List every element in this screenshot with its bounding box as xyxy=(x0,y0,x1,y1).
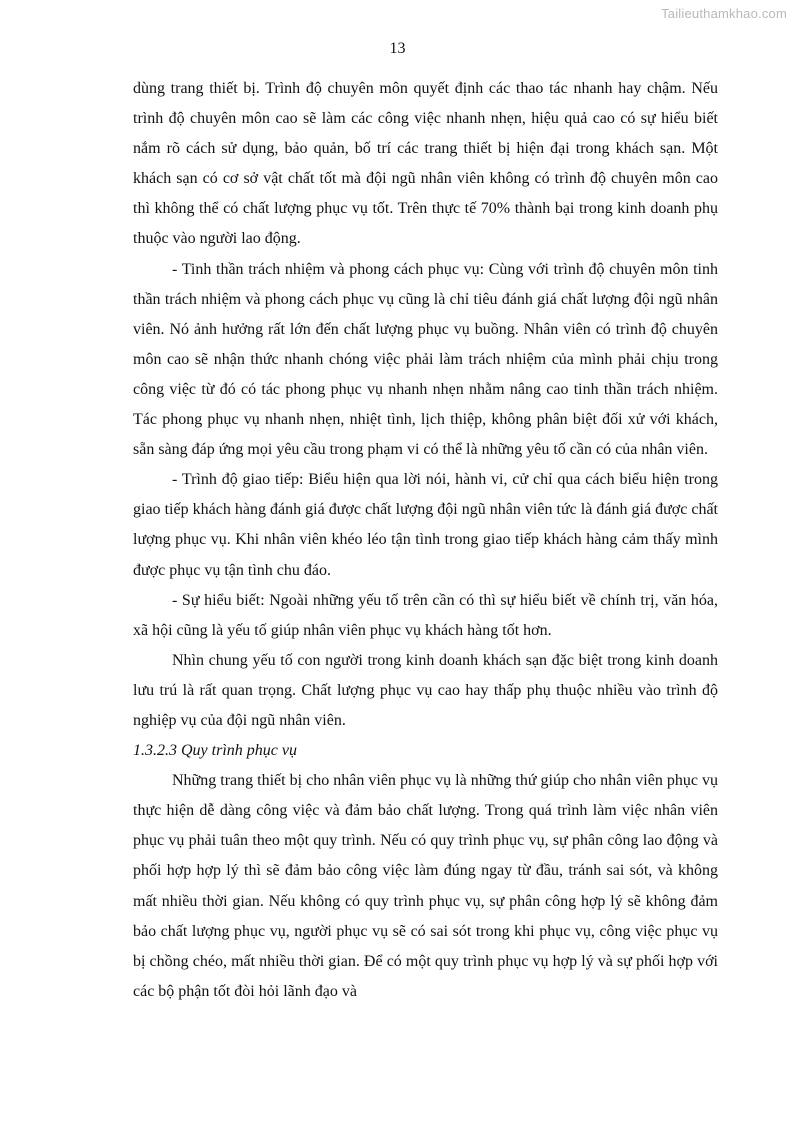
section-heading: 1.3.2.3 Quy trình phục vụ xyxy=(133,742,297,760)
paragraph-service-process: Những trang thiết bị cho nhân viên phục vụ là những thứ giúp cho nhân viên phục vụ thực hiện dễ dàng công việc và đảm bảo chất lượng. Trong quá trình làm việc nhân viên phục vụ phải tuân theo một quy trình. Nếu có quy trình phục vụ, sự phân công lao động và phối hợp hợp lý thì sẽ đảm bảo công việc làm đúng ngay từ đầu, tránh sai sót, và không mất nhiều thời gian. Nếu không có quy trình phục vụ, sự phân công hợp lý sẽ không đảm bảo chất lượng phục vụ, người phục vụ sẽ có sai sót trong khi phục vụ, công việc phục vụ bị chồng chéo, mất nhiều thời gian. Để có một quy trình phục vụ hợp lý và sự phối hợp với các bộ phận tốt đòi hỏi lãnh đạo và xyxy=(133,772,718,1000)
paragraph-communication: - Trình độ giao tiếp: Biểu hiện qua lời nói, hành vi, cử chỉ qua cách biểu hiện trong giao tiếp khách hàng đánh giá được chất lượng đội ngũ nhân viên tức là đánh giá được chất lượng phục vụ. Khi nhân viên khéo léo tận tình trong giao tiếp khách hàng cảm thấy mình được phục vụ tận tình chu đáo. xyxy=(133,471,718,579)
paragraph-knowledge: - Sự hiểu biết: Ngoài những yếu tố trên cần có thì sự hiểu biết về chính trị, văn hóa, xã hội cũng là yếu tố giúp nhân viên phục vụ khách hàng tốt hơn. xyxy=(133,591,718,639)
page-body xyxy=(133,74,718,1007)
page-number: 13 xyxy=(389,40,406,57)
watermark: Tailieuthamkhao.com xyxy=(661,6,787,21)
paragraph-responsibility: - Tinh thần trách nhiệm và phong cách phục vụ: Cùng với trình độ chuyên môn tinh thần trách nhiệm và phong cách phục vụ cũng là chỉ tiêu đánh giá chất lượng đội ngũ nhân viên. Nó ảnh hưởng rất lớn đến chất lượng phục vụ buồng. Nhân viên có trình độ chuyên môn cao sẽ nhận thức nhanh chóng việc phải làm trách nhiệm của mình phải chịu trong công việc từ đó có tác phong phục vụ nhanh nhẹn nhằm nâng cao tinh thần trách nhiệm. Tác phong phục vụ nhanh nhẹn, nhiệt tình, lịch thiệp, không phân biệt đối xử với khách, sẵn sàng đáp ứng mọi yêu cầu trong phạm vi có thể là những yêu tố cần có của nhân viên. xyxy=(133,260,718,459)
paragraph-qualification-continued: dùng trang thiết bị. Trình độ chuyên môn quyết định các thao tác nhanh hay chậm. Nếu trình độ chuyên môn cao sẽ làm các công việc nhanh nhẹn, hiệu quả cao có sự hiểu biết nắm rõ cách sử dụng, bảo quản, bố trí các trang thiết bị hiện đại trong khách sạn. Một khách sạn có cơ sở vật chất tốt mà đội ngũ nhân viên không có trình độ chuyên môn cao thì không thể có chất lượng phục vụ tốt. Trên thực tế 70% thành bại trong kinh doanh phụ thuộc vào người lao động. xyxy=(133,80,718,248)
paragraph-summary: Nhìn chung yếu tố con người trong kinh doanh khách sạn đặc biệt trong kinh doanh lưu trú là rất quan trọng. Chất lượng phục vụ cao hay thấp phụ thuộc nhiều vào trình độ nghiệp vụ của đội ngũ nhân viên. xyxy=(133,651,718,729)
